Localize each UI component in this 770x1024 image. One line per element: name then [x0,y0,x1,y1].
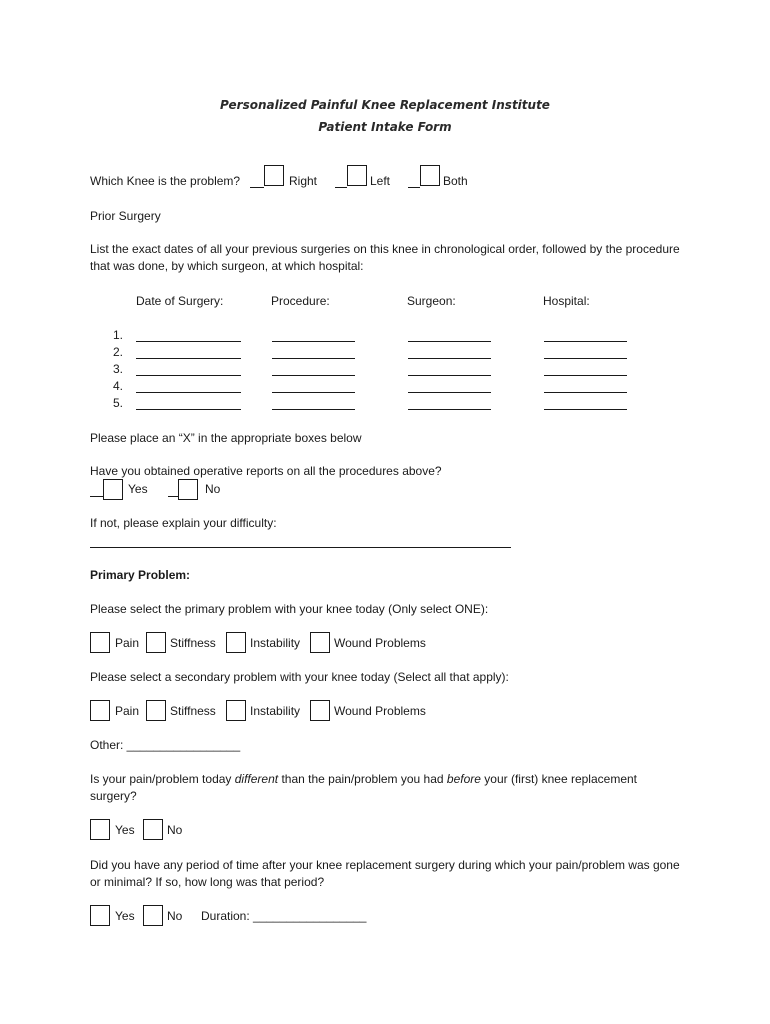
underline [250,187,264,188]
hospital-field[interactable] [544,358,627,359]
hospital-field[interactable] [544,341,627,342]
primary-problem-heading: Primary Problem: [90,568,191,582]
header-surgeon: Surgeon: [407,294,456,308]
header-date: Date of Surgery: [136,294,224,308]
prior-surgery-label: Prior Surgery [90,209,161,223]
reports-yes-checkbox[interactable] [103,479,123,500]
emphasis-different: different [234,772,279,786]
different-yes-label: Yes [115,823,135,837]
row-number: 4. [113,379,124,393]
secondary-stiffness-checkbox[interactable] [146,700,166,721]
hospital-field[interactable] [544,409,627,410]
primary-wound-label: Wound Problems [334,636,426,650]
date-field[interactable] [136,392,241,393]
secondary-pain-checkbox[interactable] [90,700,110,721]
secondary-problem-question: Please select a secondary problem with your knee today (Select all that apply): [90,670,509,684]
different-yes-checkbox[interactable] [90,819,110,840]
surgeon-field[interactable] [408,375,491,376]
different-question [90,771,680,805]
row-number: 1. [113,328,124,342]
row-number: 2. [113,345,124,359]
date-field[interactable] [136,409,241,410]
different-question-text: than the pain/problem you had [278,772,447,786]
procedure-field[interactable] [272,358,355,359]
list-instruction: List the exact dates of all your previous surgeries on this knee in chronological order, followed by the procedure that was done, by which surgeon, at which hospital: [90,242,680,273]
different-question-text: Is your pain/problem today [90,772,235,786]
date-field[interactable] [136,341,241,342]
surgeon-field[interactable] [408,392,491,393]
knee-question-label: Which Knee is the problem? [90,174,241,188]
primary-problem-question: Please select the primary problem with your knee today (Only select ONE): [90,602,489,616]
form-title: Personalized Painful Knee Replacement Institute [220,98,550,112]
period-no-checkbox[interactable] [143,905,163,926]
procedure-field[interactable] [272,375,355,376]
emphasis-before: before [446,772,481,786]
period-yes-checkbox[interactable] [90,905,110,926]
underline [408,187,420,188]
difficulty-label: If not, please explain your difficulty: [90,516,277,530]
period-question: Did you have any period of time after your knee replacement surgery during which your pain/problem was gone or minimal? If so, how long was that period? [90,858,680,889]
date-field[interactable] [136,358,241,359]
knee-both-label: Both [443,174,468,188]
operative-reports-question: Have you obtained operative reports on all the procedures above? [90,464,442,478]
other-field[interactable]: Other: _________________ [90,738,241,752]
duration-field[interactable]: Duration: _________________ [201,909,367,923]
procedure-field[interactable] [272,409,355,410]
hospital-field[interactable] [544,392,627,393]
procedure-field[interactable] [272,341,355,342]
procedure-field[interactable] [272,392,355,393]
different-no-checkbox[interactable] [143,819,163,840]
secondary-wound-checkbox[interactable] [310,700,330,721]
header-procedure: Procedure: [271,294,330,308]
hospital-field[interactable] [544,375,627,376]
primary-wound-checkbox[interactable] [310,632,330,653]
secondary-instability-label: Instability [250,704,301,718]
secondary-instability-checkbox[interactable] [226,700,246,721]
period-no-label: No [167,909,183,923]
secondary-pain-label: Pain [115,704,140,718]
difficulty-field[interactable] [90,547,511,548]
place-x-instruction: Please place an “X” in the appropriate boxes below [90,431,362,445]
primary-pain-checkbox[interactable] [90,632,110,653]
reports-no-label: No [205,482,221,496]
row-number: 5. [113,396,124,410]
primary-stiffness-checkbox[interactable] [146,632,166,653]
period-yes-label: Yes [115,909,135,923]
underline [335,187,347,188]
reports-no-checkbox[interactable] [178,479,198,500]
primary-instability-label: Instability [250,636,301,650]
surgeon-field[interactable] [408,409,491,410]
surgeon-field[interactable] [408,358,491,359]
primary-stiffness-label: Stiffness [170,636,216,650]
secondary-stiffness-label: Stiffness [170,704,216,718]
form-subtitle: Patient Intake Form [318,120,452,134]
knee-both-checkbox[interactable] [420,165,440,186]
date-field[interactable] [136,375,241,376]
knee-right-label: Right [289,174,318,188]
underline [168,496,178,497]
primary-instability-checkbox[interactable] [226,632,246,653]
underline [90,496,103,497]
primary-pain-label: Pain [115,636,140,650]
row-number: 3. [113,362,124,376]
surgeon-field[interactable] [408,341,491,342]
knee-left-checkbox[interactable] [347,165,367,186]
knee-left-label: Left [370,174,391,188]
secondary-wound-label: Wound Problems [334,704,426,718]
different-no-label: No [167,823,183,837]
reports-yes-label: Yes [128,482,148,496]
different-question-text: your (first) knee replacement surgery? [90,772,637,803]
header-hospital: Hospital: [543,294,590,308]
knee-right-checkbox[interactable] [264,165,284,186]
